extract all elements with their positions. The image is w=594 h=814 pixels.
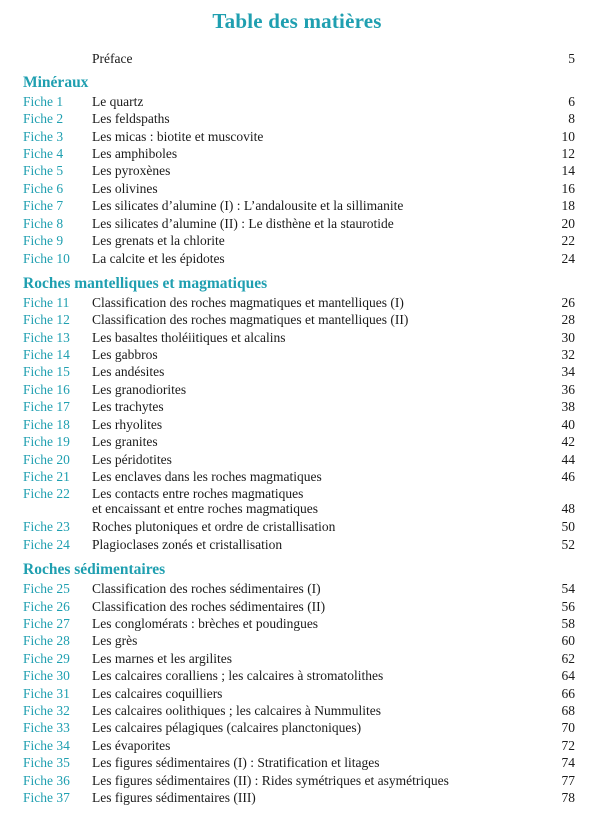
toc-entry[interactable]	[0, 346, 594, 364]
fiche-number: Fiche 7	[23, 198, 64, 213]
page-number: 60	[561, 633, 575, 648]
fiche-number: Fiche 10	[23, 251, 70, 266]
entry-title: Les contacts entre roches magmatiques	[92, 486, 304, 501]
page-number: 38	[561, 399, 575, 414]
toc-entry[interactable]	[0, 650, 594, 668]
fiche-number: Fiche 25	[23, 581, 70, 596]
entry-title: Les micas : biotite et muscovite	[92, 129, 264, 144]
fiche-number: Fiche 32	[23, 703, 70, 718]
toc-entry[interactable]	[0, 215, 594, 233]
page-number: 28	[561, 312, 575, 327]
entry-title: Les enclaves dans les roches magmatiques	[92, 469, 322, 484]
fiche-number: Fiche 13	[23, 330, 70, 345]
entry-title: Les olivines	[92, 181, 158, 196]
preface-label: Préface	[92, 51, 133, 66]
toc-entry[interactable]	[0, 580, 594, 598]
page-number: 20	[561, 216, 575, 231]
toc-entry[interactable]	[0, 737, 594, 755]
toc-entry[interactable]	[0, 311, 594, 329]
entry-title: Plagioclases zonés et cristallisation	[92, 537, 283, 552]
toc-entry[interactable]	[0, 632, 594, 650]
fiche-number: Fiche 22	[23, 486, 70, 501]
entry-title: Les andésites	[92, 364, 165, 379]
page-number: 30	[561, 330, 575, 345]
fiche-number: Fiche 2	[23, 111, 64, 126]
entry-title: Les pyroxènes	[92, 163, 171, 178]
page-number: 16	[561, 181, 575, 196]
toc-entry[interactable]	[0, 518, 594, 536]
toc-entry[interactable]	[0, 719, 594, 737]
page-number: 70	[561, 720, 575, 735]
preface-row[interactable]	[0, 50, 594, 68]
page-number: 44	[561, 452, 575, 467]
toc-entry[interactable]	[0, 93, 594, 111]
entry-title: Les silicates d’alumine (I) : L’andalousite et la sillimanite	[92, 198, 404, 213]
toc-entry[interactable]	[0, 197, 594, 215]
entry-title: Les trachytes	[92, 399, 164, 414]
entry-title: Les granites	[92, 434, 158, 449]
page-number: 62	[561, 651, 575, 666]
entry-title: Les feldspaths	[92, 111, 170, 126]
toc-entry[interactable]	[0, 772, 594, 790]
entry-title: Les conglomérats : brèches et poudingues	[92, 616, 319, 631]
entry-title: Classification des roches magmatiques et mantelliques (I)	[92, 295, 404, 310]
section-heading: Minéraux	[23, 74, 89, 91]
fiche-number: Fiche 4	[23, 146, 64, 161]
toc-entry[interactable]	[0, 110, 594, 128]
toc-entry[interactable]	[0, 433, 594, 451]
entry-title: Les granodiorites	[92, 382, 187, 397]
toc-entry[interactable]	[0, 615, 594, 633]
entry-title: Classification des roches sédimentaires (I)	[92, 581, 321, 596]
page-number: 52	[561, 537, 575, 552]
page-title: Table des matières	[212, 9, 382, 33]
page-number: 10	[561, 129, 575, 144]
fiche-number: Fiche 1	[23, 94, 64, 109]
fiche-number: Fiche 9	[23, 233, 64, 248]
toc-entry[interactable]	[0, 536, 594, 554]
toc-entry[interactable]	[0, 363, 594, 381]
page-number: 12	[561, 146, 575, 161]
page-number: 48	[561, 501, 575, 516]
toc-entry[interactable]	[0, 128, 594, 146]
fiche-number: Fiche 15	[23, 364, 70, 379]
fiche-number: Fiche 24	[23, 537, 70, 552]
page-number: 36	[561, 382, 575, 397]
entry-title: Les grenats et la chlorite	[92, 233, 225, 248]
page-number: 78	[561, 790, 575, 805]
page-number: 14	[561, 163, 575, 178]
toc-entry[interactable]	[0, 451, 594, 469]
section-heading: Roches mantelliques et magmatiques	[23, 275, 268, 292]
entry-title: et encaissant et entre roches magmatiques	[92, 501, 319, 516]
page-number: 74	[561, 755, 575, 770]
toc-entry[interactable]	[0, 250, 594, 268]
page-number: 68	[561, 703, 575, 718]
fiche-number: Fiche 36	[23, 773, 70, 788]
entry-title: Classification des roches sédimentaires (II)	[92, 599, 326, 614]
entry-title: Les calcaires oolithiques ; les calcaires à Nummulites	[92, 703, 382, 718]
entry-title: Le quartz	[92, 94, 144, 109]
entry-title: La calcite et les épidotes	[92, 251, 225, 266]
fiche-number: Fiche 8	[23, 216, 64, 231]
toc-entry[interactable]	[0, 754, 594, 772]
fiche-number: Fiche 35	[23, 755, 70, 770]
page-number: 24	[561, 251, 575, 266]
fiche-number: Fiche 29	[23, 651, 70, 666]
entry-title: Les amphiboles	[92, 146, 178, 161]
page-number: 34	[561, 364, 575, 379]
page-number: 46	[561, 469, 575, 484]
entry-title: Les évaporites	[92, 738, 171, 753]
entry-title: Roches plutoniques et ordre de cristallisation	[92, 519, 336, 534]
page-number: 32	[561, 347, 575, 362]
page-number: 66	[561, 686, 575, 701]
page-number: 22	[561, 233, 575, 248]
toc-entry[interactable]	[0, 685, 594, 703]
toc-entry[interactable]	[0, 232, 594, 250]
page-number: 54	[561, 581, 575, 596]
fiche-number: Fiche 16	[23, 382, 70, 397]
toc-entry[interactable]	[0, 702, 594, 720]
fiche-number: Fiche 34	[23, 738, 70, 753]
fiche-number: Fiche 12	[23, 312, 70, 327]
fiche-number: Fiche 6	[23, 181, 64, 196]
entry-title: Les silicates d’alumine (II) : Le disthène et la staurotide	[92, 216, 394, 231]
toc-entry[interactable]	[0, 162, 594, 180]
page-number: 26	[561, 295, 575, 310]
fiche-number: Fiche 30	[23, 668, 70, 683]
fiche-number: Fiche 3	[23, 129, 64, 144]
fiche-number: Fiche 5	[23, 163, 64, 178]
toc-entry[interactable]	[0, 398, 594, 416]
section-heading: Roches sédimentaires	[23, 561, 166, 578]
entry-title: Les péridotites	[92, 452, 172, 467]
entry-title: Les figures sédimentaires (I) : Stratification et litages	[92, 755, 380, 770]
entry-title: Les marnes et les argilites	[92, 651, 232, 666]
entry-title: Les figures sédimentaires (III)	[92, 790, 256, 805]
fiche-number: Fiche 11	[23, 295, 70, 310]
toc-entry[interactable]	[0, 180, 594, 198]
fiche-number: Fiche 28	[23, 633, 70, 648]
fiche-number: Fiche 19	[23, 434, 70, 449]
fiche-number: Fiche 21	[23, 469, 70, 484]
toc-entry-continuation[interactable]	[0, 500, 594, 518]
toc-entry[interactable]	[0, 381, 594, 399]
fiche-number: Fiche 17	[23, 399, 70, 414]
page-number: 56	[561, 599, 575, 614]
page-number: 8	[568, 111, 575, 126]
entry-title: Les figures sédimentaires (II) : Rides symétriques et asymétriques	[92, 773, 449, 788]
fiche-number: Fiche 31	[23, 686, 70, 701]
toc-entry[interactable]	[0, 468, 594, 486]
page-number: 6	[568, 94, 575, 109]
fiche-number: Fiche 33	[23, 720, 70, 735]
page-number: 72	[561, 738, 575, 753]
page-number: 58	[561, 616, 575, 631]
page-number: 64	[561, 668, 575, 683]
page-number: 42	[561, 434, 575, 449]
toc-entry[interactable]	[0, 667, 594, 685]
toc-entry[interactable]	[0, 789, 594, 807]
entry-title: Les gabbros	[92, 347, 158, 362]
entry-title: Les grès	[92, 633, 138, 648]
page-number: 77	[561, 773, 575, 788]
entry-title: Les calcaires coquilliers	[92, 686, 223, 701]
entry-title: Les basaltes tholéiitiques et alcalins	[92, 330, 286, 345]
fiche-number: Fiche 26	[23, 599, 70, 614]
fiche-number: Fiche 27	[23, 616, 70, 631]
toc-entry[interactable]	[0, 598, 594, 616]
page-number: 50	[561, 519, 575, 534]
fiche-number: Fiche 20	[23, 452, 70, 467]
toc-entry[interactable]	[0, 294, 594, 312]
preface-page: 5	[568, 51, 575, 66]
entry-title: Les calcaires pélagiques (calcaires planctoniques)	[92, 720, 362, 735]
fiche-number: Fiche 23	[23, 519, 70, 534]
fiche-number: Fiche 37	[23, 790, 70, 805]
fiche-number: Fiche 14	[23, 347, 70, 362]
page-number: 40	[561, 417, 575, 432]
toc-entry[interactable]	[0, 329, 594, 347]
toc-entry[interactable]	[0, 416, 594, 434]
toc-entry[interactable]	[0, 145, 594, 163]
entry-title: Les rhyolites	[92, 417, 163, 432]
entry-title: Les calcaires coralliens ; les calcaires à stromatolithes	[92, 668, 384, 683]
entry-title: Classification des roches magmatiques et mantelliques (II)	[92, 312, 409, 327]
page-number: 18	[561, 198, 575, 213]
fiche-number: Fiche 18	[23, 417, 70, 432]
